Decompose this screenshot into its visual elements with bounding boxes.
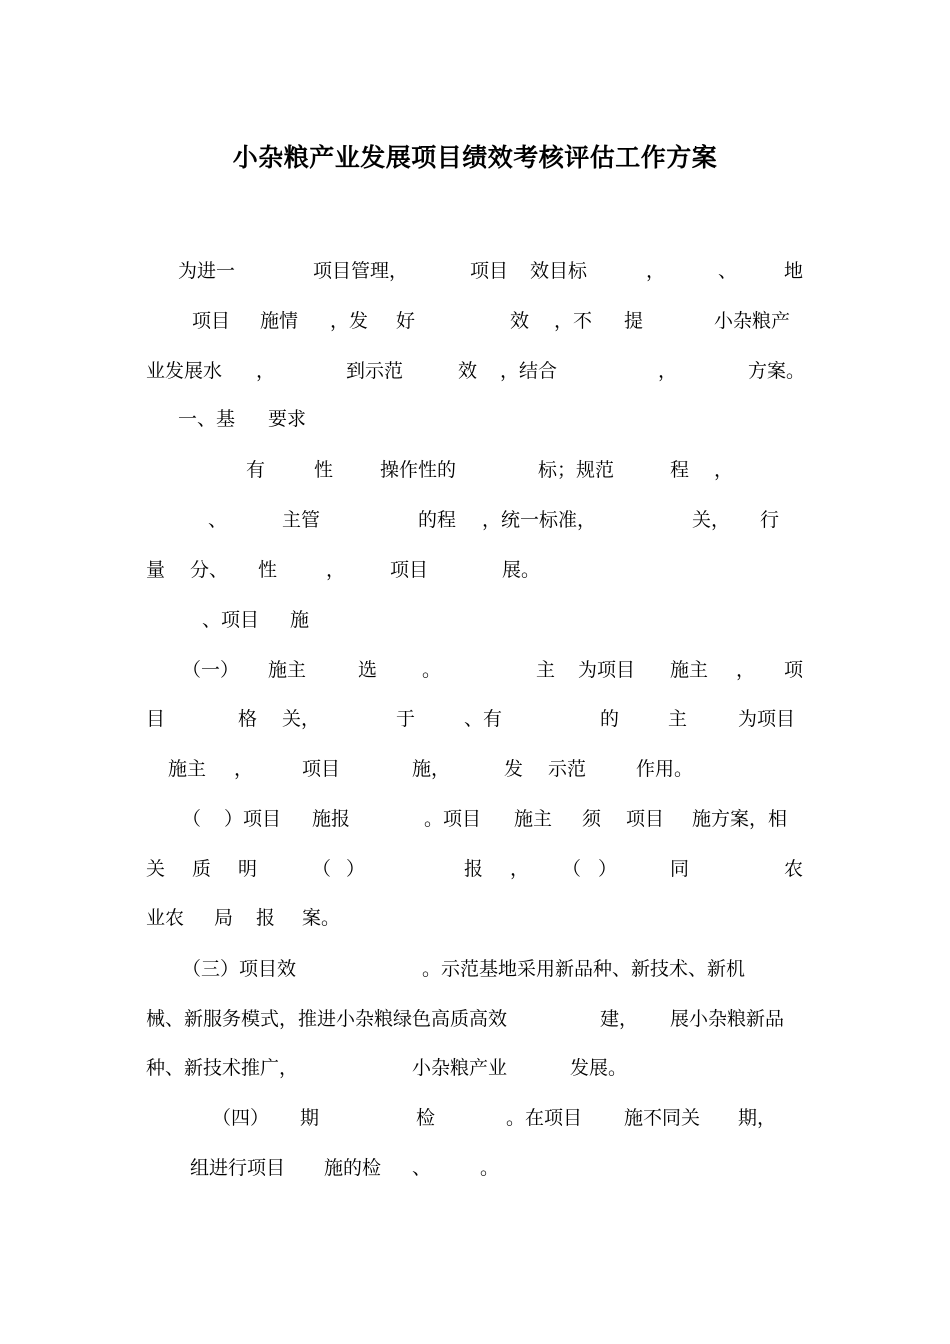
text-fragment: 关， <box>692 509 731 531</box>
text-line <box>146 505 806 535</box>
text-fragment: 一、基 <box>178 408 236 430</box>
text-fragment: 性 <box>314 459 334 481</box>
text-line <box>146 854 806 884</box>
section-heading <box>146 404 806 434</box>
text-fragment: ，结合 <box>500 360 558 382</box>
text-fragment: 展小杂粮新品 <box>670 1008 785 1030</box>
text-fragment: 施不同关 <box>624 1107 701 1129</box>
text-fragment: 量 <box>146 559 166 581</box>
text-fragment: 同 <box>670 858 690 880</box>
text-fragment: 。 <box>480 1157 500 1179</box>
text-fragment: 的程 <box>418 509 457 531</box>
text-fragment: 方案。 <box>748 360 806 382</box>
text-fragment: 组进行项目 <box>190 1157 286 1179</box>
text-fragment: ）项目 <box>224 808 282 830</box>
text-fragment: 示范 <box>548 758 587 780</box>
text-fragment: 期， <box>738 1107 777 1129</box>
text-fragment: 项目 <box>302 758 341 780</box>
text-fragment: ） <box>346 858 366 880</box>
text-fragment: 有 <box>246 459 266 481</box>
text-fragment: 施情 <box>260 310 299 332</box>
text-fragment: 质 <box>192 858 212 880</box>
text-line <box>146 356 806 386</box>
text-fragment: 案。 <box>302 907 341 929</box>
text-fragment: 小杂粮产 <box>714 310 791 332</box>
section-heading <box>146 605 806 635</box>
text-fragment: 施， <box>412 758 451 780</box>
text-fragment: 主 <box>536 659 556 681</box>
text-fragment: 、 <box>208 509 228 531</box>
text-fragment: 到示范 <box>346 360 404 382</box>
text-fragment: 种、新技术推广， <box>146 1057 299 1079</box>
text-fragment: 展。 <box>502 559 541 581</box>
text-fragment: ， <box>714 459 734 481</box>
text-fragment: 发展。 <box>570 1057 628 1079</box>
text-fragment: 地 <box>784 260 804 282</box>
text-fragment: 、 <box>718 260 738 282</box>
text-fragment: 项目 <box>470 260 509 282</box>
text-fragment: 局 <box>214 907 234 929</box>
text-fragment: 期 <box>300 1107 320 1129</box>
text-fragment: （ <box>312 858 332 880</box>
text-fragment: 、 <box>412 1157 432 1179</box>
text-fragment: 、项目 <box>202 609 260 631</box>
text-fragment: 为项目 <box>738 708 796 730</box>
text-fragment: 项目 <box>192 310 231 332</box>
text-fragment: 农 <box>784 858 804 880</box>
text-fragment: 、有 <box>464 708 503 730</box>
text-fragment: 性 <box>258 559 278 581</box>
text-line <box>146 754 806 784</box>
text-fragment: 报 <box>256 907 276 929</box>
text-line <box>146 903 806 933</box>
text-line <box>146 306 806 336</box>
text-line <box>146 1053 806 1083</box>
text-fragment: 施的检 <box>324 1157 382 1179</box>
text-fragment: ， <box>510 858 530 880</box>
text-fragment: 项目 <box>390 559 429 581</box>
text-fragment: 施主 <box>670 659 709 681</box>
text-fragment: 标；规范 <box>538 459 615 481</box>
text-line <box>146 655 806 685</box>
text-fragment: （四） <box>212 1107 270 1129</box>
text-fragment: 。在项目 <box>506 1107 583 1129</box>
text-fragment: 为项目 <box>578 659 636 681</box>
text-fragment: 操作性的 <box>380 459 457 481</box>
text-fragment: 须 <box>582 808 602 830</box>
text-fragment: 发 <box>504 758 524 780</box>
text-fragment: 提 <box>624 310 644 332</box>
text-fragment: 业农 <box>146 907 185 929</box>
text-fragment: 建， <box>600 1008 639 1030</box>
text-fragment: 施主 <box>514 808 553 830</box>
text-line <box>146 704 806 734</box>
text-fragment: 报 <box>464 858 484 880</box>
text-fragment: 格 <box>238 708 258 730</box>
text-line <box>146 1004 806 1034</box>
text-fragment: ， <box>658 360 678 382</box>
text-fragment: 程 <box>670 459 690 481</box>
text-fragment: 要求 <box>268 408 307 430</box>
text-fragment: 项 <box>784 659 804 681</box>
text-fragment: （三）项目效 <box>182 958 297 980</box>
text-fragment: ） <box>598 858 618 880</box>
text-fragment: 分、 <box>190 559 229 581</box>
text-fragment: 施主 <box>268 659 307 681</box>
text-fragment: 为进一 <box>178 260 236 282</box>
text-line <box>146 804 806 834</box>
text-fragment: 好 <box>396 310 416 332</box>
text-fragment: 主 <box>668 708 688 730</box>
text-fragment: 。示范基地采用新品种、新技术、新机 <box>422 958 746 980</box>
text-fragment: （ <box>562 858 582 880</box>
text-fragment: 效 <box>510 310 530 332</box>
text-fragment: 于 <box>396 708 416 730</box>
text-line <box>146 954 806 984</box>
text-fragment: 效目标 <box>530 260 588 282</box>
text-fragment: ，不 <box>554 310 593 332</box>
text-fragment: 选 <box>358 659 378 681</box>
text-fragment: 关 <box>146 858 166 880</box>
text-fragment: 项目管理， <box>313 260 409 282</box>
text-fragment: 作用。 <box>636 758 694 780</box>
text-fragment: ， <box>256 360 276 382</box>
text-fragment: （一） <box>182 659 240 681</box>
text-fragment: 目 <box>146 708 166 730</box>
text-fragment: 检 <box>416 1107 436 1129</box>
text-fragment: 。项目 <box>424 808 482 830</box>
text-fragment: 械、新服务模式，推进小杂粮绿色高质高效 <box>146 1008 508 1030</box>
text-fragment: 关， <box>282 708 321 730</box>
document-title: 小杂粮产业发展项目绩效考核评估工作方案 <box>232 143 718 172</box>
text-fragment: ， <box>234 758 254 780</box>
text-fragment: 施报 <box>312 808 351 830</box>
text-fragment: 。 <box>422 659 442 681</box>
text-fragment: ， <box>326 559 346 581</box>
text-fragment: 明 <box>238 858 258 880</box>
text-fragment: 施主 <box>168 758 207 780</box>
text-line <box>146 1103 806 1133</box>
text-fragment: 主管 <box>282 509 321 531</box>
text-fragment: ，统一标准， <box>482 509 597 531</box>
text-line <box>146 455 806 485</box>
text-fragment: （ <box>182 808 202 830</box>
text-fragment: ，发 <box>330 310 369 332</box>
text-fragment: 小杂粮产业 <box>412 1057 508 1079</box>
text-fragment: 施 <box>290 609 310 631</box>
text-fragment: 施方案，相 <box>692 808 788 830</box>
text-fragment: ， <box>646 260 666 282</box>
text-fragment: 项目 <box>626 808 665 830</box>
text-fragment: ， <box>736 659 756 681</box>
text-fragment: 行 <box>760 509 780 531</box>
text-fragment: 效 <box>458 360 478 382</box>
text-fragment: 的 <box>600 708 620 730</box>
text-line <box>146 1153 806 1183</box>
text-line <box>146 256 806 286</box>
text-fragment: 业发展水 <box>146 360 223 382</box>
text-line <box>146 555 806 585</box>
